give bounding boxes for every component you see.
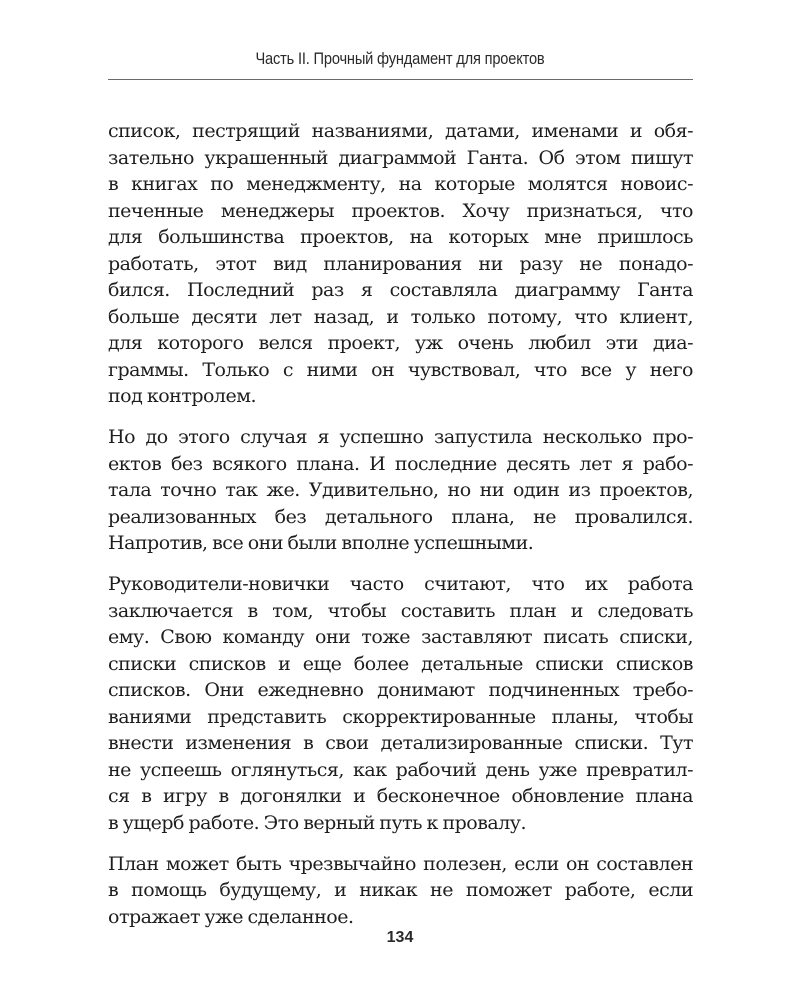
text-line: списков. Они ежедневно донимают подчиненных требо- [108, 679, 693, 701]
text-line: граммы. Только с ними он чувствовал, что все у него [108, 358, 693, 381]
running-head: Часть II. Прочный фундамент для проектов [255, 49, 545, 68]
text-line: заключается в том, чтобы составить план и следовать [108, 599, 693, 622]
text-line: ектов без всякого плана. И последние десять лет я рабо- [108, 452, 693, 475]
paragraph [108, 571, 693, 836]
text-line: списки списков и еще более детальные списки списков [108, 652, 693, 675]
text-line: тала точно так же. Удивительно, но ни один из проектов, [108, 479, 693, 501]
text-line: План может быть чрезвычайно полезен, если он составлен [108, 852, 693, 875]
text-line: не успеешь оглянуться, как рабочий день уже превратил- [108, 758, 693, 781]
text-line: для которого велся проект, уж очень любил эти диа- [108, 332, 693, 354]
text-line: работать, этот вид планирования ни разу не понадо- [108, 252, 693, 275]
text-line: отражает уже сделанное. [108, 905, 354, 928]
text-line: список, пестрящий названиями, датами, именами и обя- [108, 120, 693, 142]
text-line: печенные менеджеры проектов. Хочу признаться, что [108, 199, 693, 222]
text-line: под контролем. [108, 385, 257, 407]
text-line: Напротив, все они были вполне успешными. [108, 532, 534, 554]
text-line: бился. Последний раз я составляла диаграмму Ганта [108, 279, 693, 301]
text-line: ся в игру в догонялки и бесконечное обновление плана [108, 785, 693, 807]
text-line: реализованных без детального плана, не провалился. [108, 505, 693, 528]
text-line: больше десяти лет назад, и только потому, что клиент, [108, 305, 693, 328]
text-line: Но до этого случая я успешно запустила несколько про- [108, 426, 693, 448]
text-line: Руководители-новички часто считают, что их работа [108, 573, 693, 595]
paragraph [108, 851, 693, 931]
text-line: ваниями представить скорректированные планы, чтобы [108, 705, 693, 728]
body-text [108, 118, 693, 945]
text-line: в помощь будущему, и никак не поможет работе, если [108, 879, 693, 901]
paragraph [108, 424, 693, 557]
text-line: зательно украшенный диаграммой Ганта. Об этом пишут [108, 146, 693, 169]
text-line: ему. Свою команду они тоже заставляют писать списки, [108, 626, 693, 648]
text-line: в ущерб работе. Это верный путь к провалу. [108, 811, 527, 834]
paragraph [108, 118, 693, 410]
header-rule [108, 79, 693, 80]
text-line: для большинства проектов, на которых мне пришлось [108, 226, 693, 248]
text-line: в книгах по менеджменту, на которые молятся новоис- [108, 173, 693, 195]
text-line: внести изменения в свои детализированные списки. Тут [108, 732, 693, 754]
page-number: 134 [386, 929, 414, 946]
